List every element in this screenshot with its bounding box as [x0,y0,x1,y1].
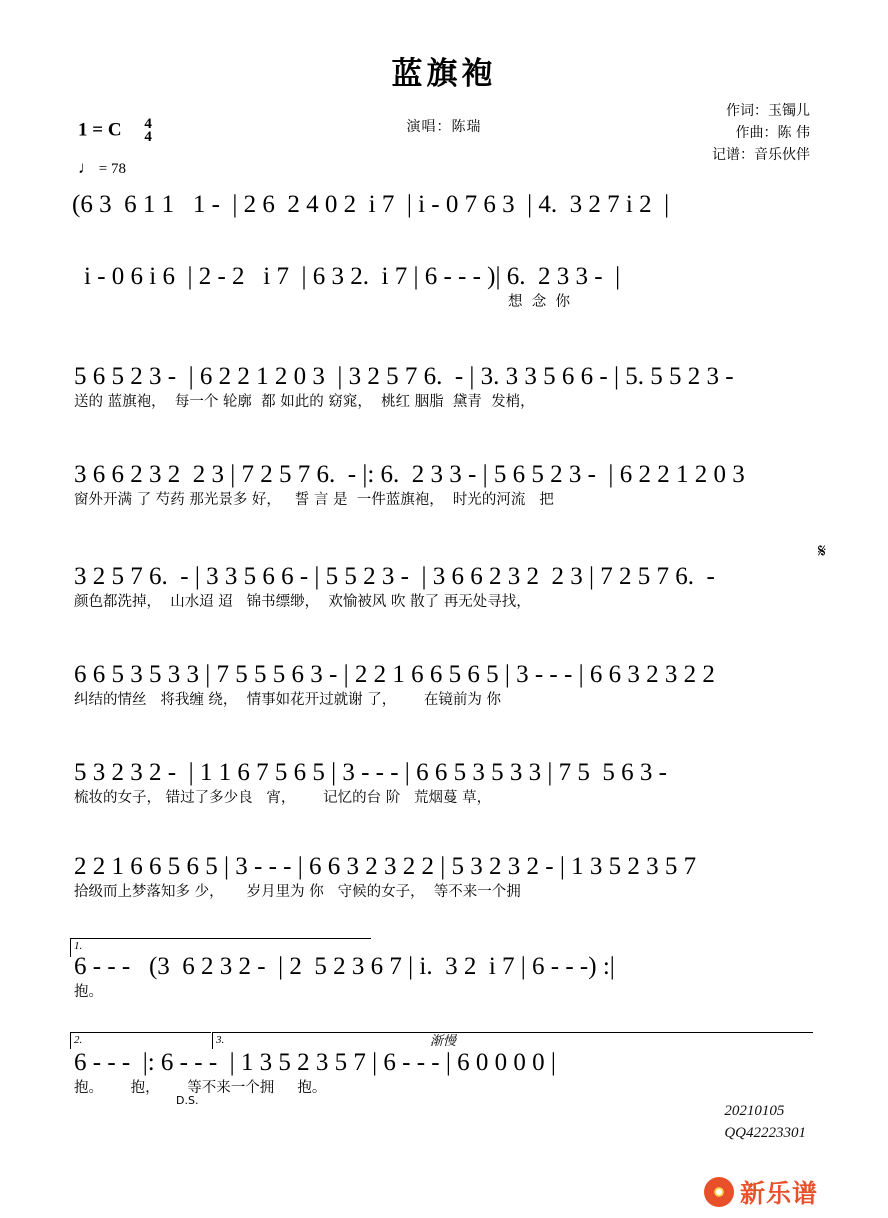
note-row: 6 - - - (3 6 2 3 2 - | 2 5 2 3 6 7 | i. 3 2 i 7 | 6 - - -) :| [74,953,615,980]
third-ending-label: 3. [216,1034,225,1046]
lyric-row: 送的 蓝旗袍， 每一个 轮廓 都 如此的 窈窕， 桃红 胭脂 黛青 发梢， [74,394,535,410]
page-title: 蓝旗袍 [391,56,497,92]
rallentando-annotation: 渐慢 [430,1033,457,1048]
lyric-row: 窗外开满 了 芍药 那光景多 好， 誓 言 是 一件蓝旗袍， 时光的河流 把 [74,492,554,508]
music-system-7 [0,758,888,808]
lyric-row: 梳妆的女子， 错过了多少良 宵， 记忆的台 阶 荒烟蔓 草， [74,790,492,806]
tempo-value: = 78 [98,161,126,177]
footer-meta [724,1100,806,1144]
note-row: 3 6 6 2 3 2 2 3 | 7 2 5 7 6. - |: 6. 2 3 3 - | 5 6 5 2 3 - | 6 2 2 1 2 0 3 [74,461,745,488]
credit-lyricist: 作词：玉镯儿 [726,103,810,119]
site-logo [704,1174,818,1210]
note-row: 2 2 1 6 6 5 6 5 | 3 - - - | 6 6 3 2 3 2 2 | 5 3 2 3 2 - | 1 3 5 2 3 5 7 [74,853,697,880]
note-row: 6 - - - |: 6 - - - | 1 3 5 2 3 5 7 | 6 - - - | 6 0 0 0 0 | [74,1049,556,1076]
note-row: (6 3 6 1 1 1 - | 2 6 2 4 0 2 i 7 | i - 0 7 6 3 | 4. 3 2 7 i 2 | [72,191,670,218]
second-ending-label: 2. [74,1034,83,1046]
lyric-row: 想 念 你 [84,294,570,310]
note-row: 3 2 5 7 6. - | 3 3 5 6 6 - | 5 5 2 3 - | 3 6 6 2 3 2 2 3 | 7 2 5 7 6. - [74,563,715,590]
lyric-row: 纠结的情丝 将我缠 绕， 情事如花开过就谢 了， 在镜前为 你 [74,692,502,708]
music-system-10 [0,1048,888,1098]
first-ending-label: 1. [74,940,83,952]
music-system-6 [0,660,888,710]
key-signature [78,118,152,144]
key-label: 1 = C [78,119,122,141]
music-system-3 [0,362,888,412]
note-row: 5 3 2 3 2 - | 1 1 6 7 5 6 5 | 3 - - - | 6 6 5 3 5 3 3 | 7 5 5 6 3 - [74,759,667,786]
music-system-2 [0,262,888,312]
credit-notator: 记谱：音乐伙伴 [712,147,810,163]
lyric-row: 抱。 抱， 等不来一个拥 抱。 [74,1080,327,1096]
music-system-8 [0,852,888,902]
credit-composer: 作曲：陈 伟 [735,125,810,141]
music-system-5 [0,562,888,612]
note-row: 6 6 5 3 5 3 3 | 7 5 5 5 6 3 - | 2 2 1 6 6 5 6 5 | 3 - - - | 6 6 3 2 3 2 2 [74,661,715,688]
credits-block [712,100,810,166]
lyric-row: 抱。 [74,984,103,1000]
record-disc-icon [704,1177,734,1207]
music-system-9 [0,952,888,1002]
footer-qq: QQ42223301 [724,1125,806,1141]
time-signature-numerator: 4 [144,116,152,132]
singer-line: 演唱：陈瑞 [406,119,482,135]
time-signature-denominator: 4 [144,129,152,145]
site-logo-text: 新乐谱 [739,1179,818,1208]
music-system-1 [0,190,888,220]
note-row: i - 0 6 i 6 | 2 - 2 i 7 | 6 3 2. i 7 | 6 - - - )| 6. 2 3 3 - | [84,263,621,290]
note-row: 5 6 5 2 3 - | 6 2 2 1 2 0 3 | 3 2 5 7 6. - | 3. 3 3 5 6 6 - | 5. 5 5 2 3 - [74,363,734,390]
footer-date: 20210105 [724,1103,785,1119]
ds-marking: D.S. [176,1094,199,1107]
second-ending-bracket [70,1032,211,1049]
tempo-marking [78,158,126,178]
lyric-row: 拾级而上梦落知多 少， 岁月里为 你 守候的女子， 等不来一个拥 [74,884,521,900]
lyric-row: 颜色都洗掉， 山水迢 迢 锦书缥缈， 欢愉被风 吹 散了 再无处寻找， [74,594,531,610]
quarter-note-icon: ♩ [78,158,95,177]
music-system-4 [0,460,888,510]
segno-icon: 𝄋 [817,540,826,562]
third-ending-bracket [212,1032,813,1049]
time-signature [144,118,152,144]
